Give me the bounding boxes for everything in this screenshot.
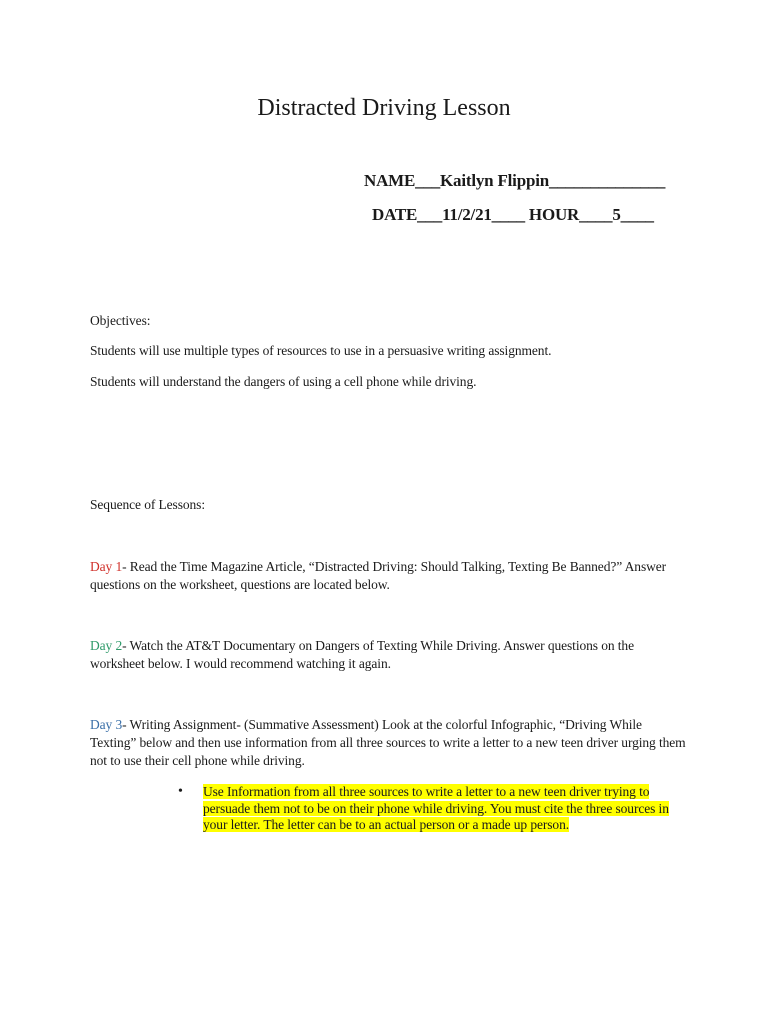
day-3-text: - Writing Assignment- (Summative Assessment) Look at the colorful Infographic, “Driving While Texting” below and then use information from all three sources to write a letter to a new teen driver urging them not to use their cell phone while driving. <box>90 717 686 768</box>
day-2-text: - Watch the AT&T Documentary on Dangers of Texting While Driving. Answer questions on the worksheet below. I would recommend watching it again. <box>90 638 634 671</box>
day-1-text: - Read the Time Magazine Article, “Distracted Driving: Should Talking, Texting Be Banned?” Answer questions on the worksheet, questions are located below. <box>90 559 667 592</box>
day-2-paragraph <box>90 637 690 673</box>
day-1-paragraph <box>90 558 690 594</box>
day-3-label: Day 3 <box>90 717 123 732</box>
bullet-text-block <box>203 784 678 834</box>
highlighted-bullet-text: Use Information from all three sources to write a letter to a new teen driver trying to persuade them not to be on their phone while driving. You must cite the three sources in your letter. The letter can be to an actual person or a made up person. <box>203 784 669 832</box>
date-line: DATE___11/2/21____ HOUR____5____ <box>372 205 654 224</box>
sequence-label: Sequence of Lessons: <box>90 497 205 512</box>
objective-item: Students will use multiple types of resources to use in a persuasive writing assignment. <box>90 343 552 358</box>
day-3-paragraph <box>90 716 690 770</box>
day-1-label: Day 1 <box>90 559 123 574</box>
objective-item: Students will understand the dangers of using a cell phone while driving. <box>90 374 477 389</box>
document-title: Distracted Driving Lesson <box>257 95 511 121</box>
day-2-label: Day 2 <box>90 638 123 653</box>
objectives-label: Objectives: <box>90 313 151 328</box>
name-line: NAME___Kaitlyn Flippin______________ <box>364 171 666 190</box>
bullet-dot-icon: • <box>178 784 183 799</box>
